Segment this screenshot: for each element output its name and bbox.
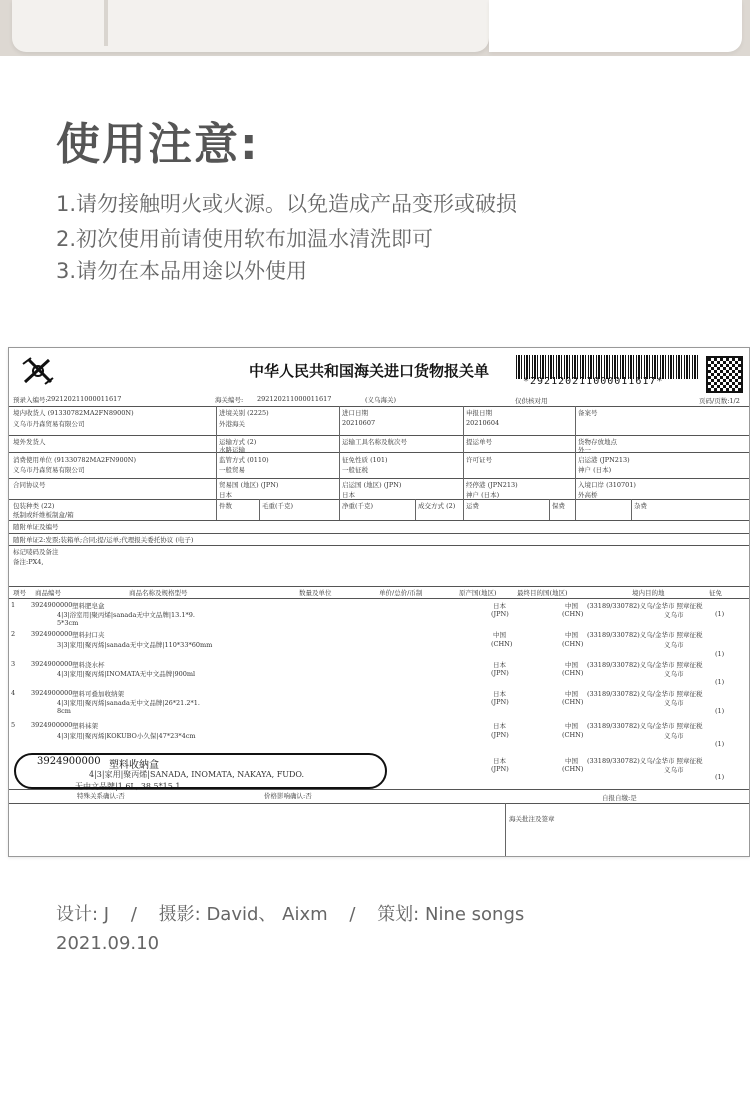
storage-box-image	[12, 0, 489, 52]
row-code: 3924900000	[31, 721, 73, 729]
record-no-label: 备案号	[578, 409, 598, 417]
row-no: 4	[11, 689, 16, 697]
row-no: 2	[11, 630, 16, 638]
row-spec: 3|3|家用|聚丙烯|sanada无中文品牌|110*33*60mm	[57, 641, 213, 649]
consumer-label: 消费使用单位 (91330782MA2FN900N)	[13, 456, 136, 464]
notice-item: 3.请勿在本品用途以外使用	[56, 259, 308, 283]
publish-date: 2021.09.10	[56, 933, 160, 954]
via-port: 神户 (日本)	[466, 491, 500, 499]
declare-date: 20210604	[466, 419, 500, 427]
self-pay: 自报自缴:是	[602, 794, 637, 802]
consignee-label: 境内收货人 (91330782MA2FN8900N)	[13, 409, 134, 417]
row-spec: 4|3|家用|聚丙烯|INOMATA无中文品牌|900ml	[57, 670, 196, 678]
row-domestic: (33189/330782)义乌/金华市 照章征税	[587, 690, 703, 698]
row-spec: 4|3|家用|聚丙烯|SANADA, INOMATA, NAKAYA, FUDO.	[89, 770, 305, 779]
row-origin: 日本	[493, 722, 506, 730]
customs-declaration-form	[8, 347, 750, 857]
page-count: 页码/页数:1/2	[699, 397, 740, 405]
row-dest-code: (CHN)	[562, 698, 584, 706]
freight-label: 运费	[466, 502, 479, 510]
entry-port: 外高桥	[578, 491, 598, 499]
bill-label: 提运单号	[466, 438, 492, 446]
row-levy: (1)	[715, 610, 725, 618]
entry-customs: 外港海关	[219, 420, 245, 428]
import-date: 20210607	[342, 419, 376, 427]
row-dest-code: (CHN)	[562, 640, 584, 648]
supervision-label: 监管方式 (0110)	[219, 456, 269, 464]
row-domestic: (33189/330782)义乌/金华市 照章征税	[587, 602, 703, 610]
row-spec: 4|3|家用|聚丙烯|sanada无中文品牌|26*21.2*1.	[57, 699, 200, 707]
row-name: 塑料浇水杯	[72, 661, 105, 669]
row-levy: (1)	[715, 650, 725, 658]
row-name: 塑料可叠加收纳架	[72, 690, 124, 698]
vessel-label: 运输工具名称及航次号	[342, 438, 407, 446]
row-dest: 中国	[565, 690, 578, 698]
row-dest: 中国	[565, 661, 578, 669]
row-spec2: 8cm	[57, 707, 71, 715]
row-no: 1	[11, 601, 16, 609]
dep-port-label: 启运港 (JPN213)	[578, 456, 630, 464]
row-origin-code: (JPN)	[491, 698, 509, 706]
row-levy: (1)	[715, 773, 725, 781]
row-no: 3	[11, 660, 16, 668]
contract-label: 合同协议号	[13, 481, 46, 489]
credit-plan: 策划: Nine songs	[377, 904, 525, 925]
row-levy: (1)	[715, 740, 725, 748]
row-origin: 日本	[493, 690, 506, 698]
col-no: 项号	[13, 589, 26, 597]
consignee: 义乌市丹森贸易有限公司	[13, 420, 85, 428]
special-relation: 特殊关系确认:否	[77, 792, 125, 800]
row-dest-code: (CHN)	[562, 731, 584, 739]
shipper-label: 境外发货人	[13, 438, 46, 446]
pieces-label: 件数	[219, 502, 232, 510]
origin-country-label: 启运国 (地区) (JPN)	[342, 481, 402, 489]
docs-label: 随附单证及编号	[13, 523, 59, 531]
row-name: 塑料封口夹	[72, 631, 105, 639]
col-code: 商品编号	[35, 589, 61, 597]
credit-photo: 摄影: David、 Aixm	[158, 904, 328, 925]
misc-label: 杂费	[634, 502, 647, 510]
row-code: 3924900000	[31, 660, 73, 668]
customs-no-label: 海关编号:	[215, 396, 244, 404]
row-levy: (1)	[715, 678, 725, 686]
notice-title: 使用注意:	[56, 119, 260, 170]
gross-label: 毛重(千克)	[262, 502, 294, 510]
verify-note: 仅供核对用	[515, 397, 548, 405]
consumer: 义乌市丹森贸易有限公司	[13, 466, 85, 474]
row-domestic2: 义乌市	[664, 611, 684, 619]
row-levy: (1)	[715, 707, 725, 715]
row-origin: 日本	[493, 757, 506, 765]
credit-separator: /	[130, 904, 137, 925]
row-spec2: 5*3cm	[57, 619, 79, 627]
pre-entry-label: 预录入编号:	[13, 396, 48, 404]
storage-box-image-right	[489, 0, 742, 52]
highlight-oval	[14, 753, 387, 789]
levy: 一般征税	[342, 466, 368, 474]
row-origin: 日本	[493, 602, 506, 610]
transport-label: 运输方式 (2)	[219, 438, 257, 446]
col-name: 商品名称及规格型号	[129, 589, 188, 597]
notice-item: 2.初次使用前请使用软布加温水清洗即可	[56, 227, 434, 251]
row-dest-code: (CHN)	[562, 610, 584, 618]
dep-port: 神户 (日本)	[578, 466, 612, 474]
notice-item: 1.请勿接触明火或火源。以免造成产品变形或破损	[56, 192, 518, 216]
net-label: 净重(千克)	[342, 502, 374, 510]
customs-no: 292120211000011617	[257, 395, 332, 403]
declare-date-label: 申报日期	[466, 409, 492, 417]
row-domestic: (33189/330782)义乌/金华市 照章征税	[587, 631, 703, 639]
marks-label: 标记唛码及备注	[13, 548, 59, 556]
col-dest: 最终目的国(地区)	[517, 589, 568, 597]
barcode-number: *292120211000011617*	[523, 376, 664, 387]
row-domestic2: 义乌市	[664, 732, 684, 740]
credit-design: 设计: J	[56, 904, 110, 925]
col-levy: 征免	[709, 589, 722, 597]
row-code: 3924900000	[31, 601, 73, 609]
row-dest-code: (CHN)	[562, 765, 584, 773]
entry-customs-label: 进境关别 (2225)	[219, 409, 269, 417]
levy-label: 征免性质 (101)	[342, 456, 388, 464]
package-label: 包装种类 (22)	[13, 502, 55, 510]
col-qty: 数量及单位	[299, 589, 332, 597]
row-dest: 中国	[565, 631, 578, 639]
row-origin-code: (CHN)	[491, 640, 513, 648]
col-origin: 原产国(地区)	[459, 589, 497, 597]
credit-separator: /	[349, 904, 356, 925]
row-no: 5	[11, 721, 16, 729]
row-code: 3924900000	[31, 689, 73, 697]
package: 纸制或纤维板制盒/箱	[13, 511, 74, 519]
trade-country: 日本	[219, 491, 232, 499]
col-price: 单价/总价/币制	[379, 589, 423, 597]
deal-label: 成交方式 (2)	[418, 502, 456, 510]
trade-country-label: 贸易国 (地区) (JPN)	[219, 481, 279, 489]
row-name: 塑料收納盒	[109, 760, 159, 771]
customs-office: (义乌海关)	[365, 396, 397, 404]
row-origin-code: (JPN)	[491, 610, 509, 618]
row-name: 塑料袜架	[72, 722, 98, 730]
row-origin-code: (JPN)	[491, 731, 509, 739]
customs-sign: 海关批注及签章	[509, 815, 555, 823]
marks: 备注:PX4,	[13, 558, 44, 566]
insurance-label: 保费	[552, 502, 565, 510]
row-spec: 4|3|家用|聚丙烯|KOKUBO小久保|47*23*4cm	[57, 732, 196, 740]
row-domestic2: 义乌市	[664, 766, 684, 774]
row-spec: 4|3|浴室用|聚丙烯|sanada无中文品牌|13.1*9.	[57, 611, 195, 619]
transport: 水路运输	[219, 446, 245, 454]
via-port-label: 经停港 (JPN213)	[466, 481, 518, 489]
license-label: 许可证号	[466, 456, 492, 464]
row-code: 3924900000	[31, 630, 73, 638]
row-dest-code: (CHN)	[562, 669, 584, 677]
credits	[56, 900, 524, 926]
product-photo	[0, 0, 750, 56]
row-domestic: (33189/330782)义乌/金华市 照章征税	[587, 722, 703, 730]
qr-code-icon	[706, 356, 743, 393]
docs: 随附单证2:发票;装箱单;合同;提/运单;代理报关委托协议 (电子)	[13, 536, 194, 544]
row-domestic2: 义乌市	[664, 670, 684, 678]
row-origin-code: (JPN)	[491, 669, 509, 677]
customs-emblem-icon	[21, 356, 55, 386]
import-date-label: 进口日期	[342, 409, 368, 417]
storage-label: 货物存放地点	[578, 438, 617, 446]
row-dest: 中国	[565, 722, 578, 730]
row-domestic: (33189/330782)义乌/金华市 照章征税	[587, 661, 703, 669]
row-domestic2: 义乌市	[664, 641, 684, 649]
pre-entry-no: 292120211000011617	[47, 395, 122, 403]
row-origin: 日本	[493, 661, 506, 669]
row-dest: 中国	[565, 757, 578, 765]
row-origin: 中国	[493, 631, 506, 639]
supervision: 一般贸易	[219, 466, 245, 474]
col-domestic: 境内目的地	[632, 589, 665, 597]
row-code: 3924900000	[37, 756, 101, 767]
price-effect: 价格影响确认:否	[264, 792, 312, 800]
row-domestic2: 义乌市	[664, 699, 684, 707]
storage: 外一	[578, 446, 591, 454]
row-spec2: 无中文品牌|1.6L, 38.5*15.1	[75, 782, 181, 791]
row-domestic: (33189/330782)义乌/金华市 照章征税	[587, 757, 703, 765]
form-title: 中华人民共和国海关进口货物报关单	[249, 362, 490, 380]
origin-country: 日本	[342, 491, 355, 499]
row-name: 塑料肥皂盒	[72, 602, 105, 610]
entry-port-label: 入境口岸 (310701)	[578, 481, 636, 489]
row-dest: 中国	[565, 602, 578, 610]
row-origin-code: (JPN)	[491, 765, 509, 773]
